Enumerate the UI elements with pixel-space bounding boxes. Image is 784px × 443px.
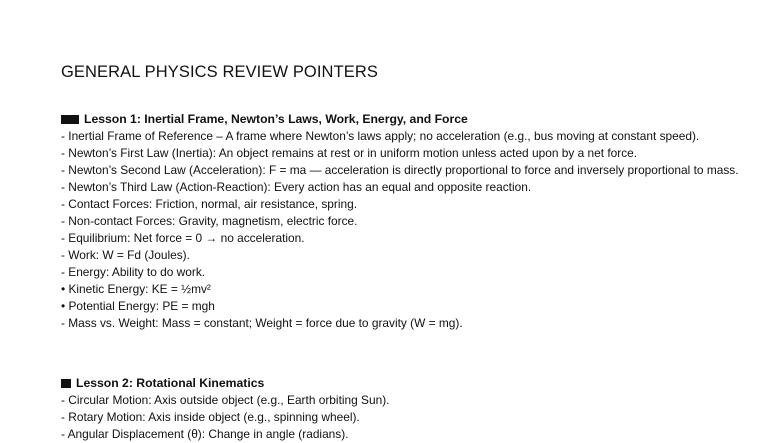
lesson-2-section (61, 375, 741, 443)
lesson-1-heading (61, 111, 741, 128)
document-title: GENERAL PHYSICS REVIEW POINTERS (61, 63, 378, 81)
list-item: - Non-contact Forces: Gravity, magnetism, electric force. (61, 214, 358, 228)
list-item: - Circular Motion: Axis outside object (e.g., Earth orbiting Sun). (61, 393, 390, 407)
list-item: • Potential Energy: PE = mgh (61, 299, 215, 313)
lesson-2-heading (61, 375, 741, 392)
list-item: - Energy: Ability to do work. (61, 265, 206, 279)
heading-square-icon (61, 379, 71, 388)
list-item: - Mass vs. Weight: Mass = constant; Weight = force due to gravity (W = mg). (61, 316, 463, 330)
list-item: - Newton’s Third Law (Action-Reaction): Every action has an equal and opposite reaction. (61, 180, 532, 194)
list-item: - Newton’s Second Law (Acceleration): F = ma — acceleration is directly proportional to force and inversely proportional to mass. (61, 163, 739, 177)
lesson-1-heading-text: Lesson 1: Inertial Frame, Newton’s Laws, Work, Energy, and Force (84, 112, 468, 126)
lesson-2-points (61, 392, 741, 443)
lesson-1-section (61, 111, 741, 332)
list-item: - Rotary Motion: Axis inside object (e.g., spinning wheel). (61, 410, 360, 424)
list-item: - Equilibrium: Net force = 0 → no acceleration. (61, 231, 305, 245)
lesson-1-points (61, 128, 741, 332)
list-item: • Kinetic Energy: KE = ½mv² (61, 282, 211, 296)
heading-bar-icon (61, 115, 79, 124)
list-item: - Contact Forces: Friction, normal, air resistance, spring. (61, 197, 358, 211)
lesson-2-heading-text: Lesson 2: Rotational Kinematics (76, 376, 265, 390)
list-item: - Newton’s First Law (Inertia): An object remains at rest or in uniform motion unless acted upon by a net force. (61, 146, 638, 160)
list-item: - Inertial Frame of Reference – A frame where Newton’s laws apply; no acceleration (e.g., bus moving at constant speed). (61, 129, 700, 143)
list-item: - Work: W = Fd (Joules). (61, 248, 190, 262)
list-item: - Angular Displacement (θ): Change in angle (radians). (61, 427, 349, 441)
